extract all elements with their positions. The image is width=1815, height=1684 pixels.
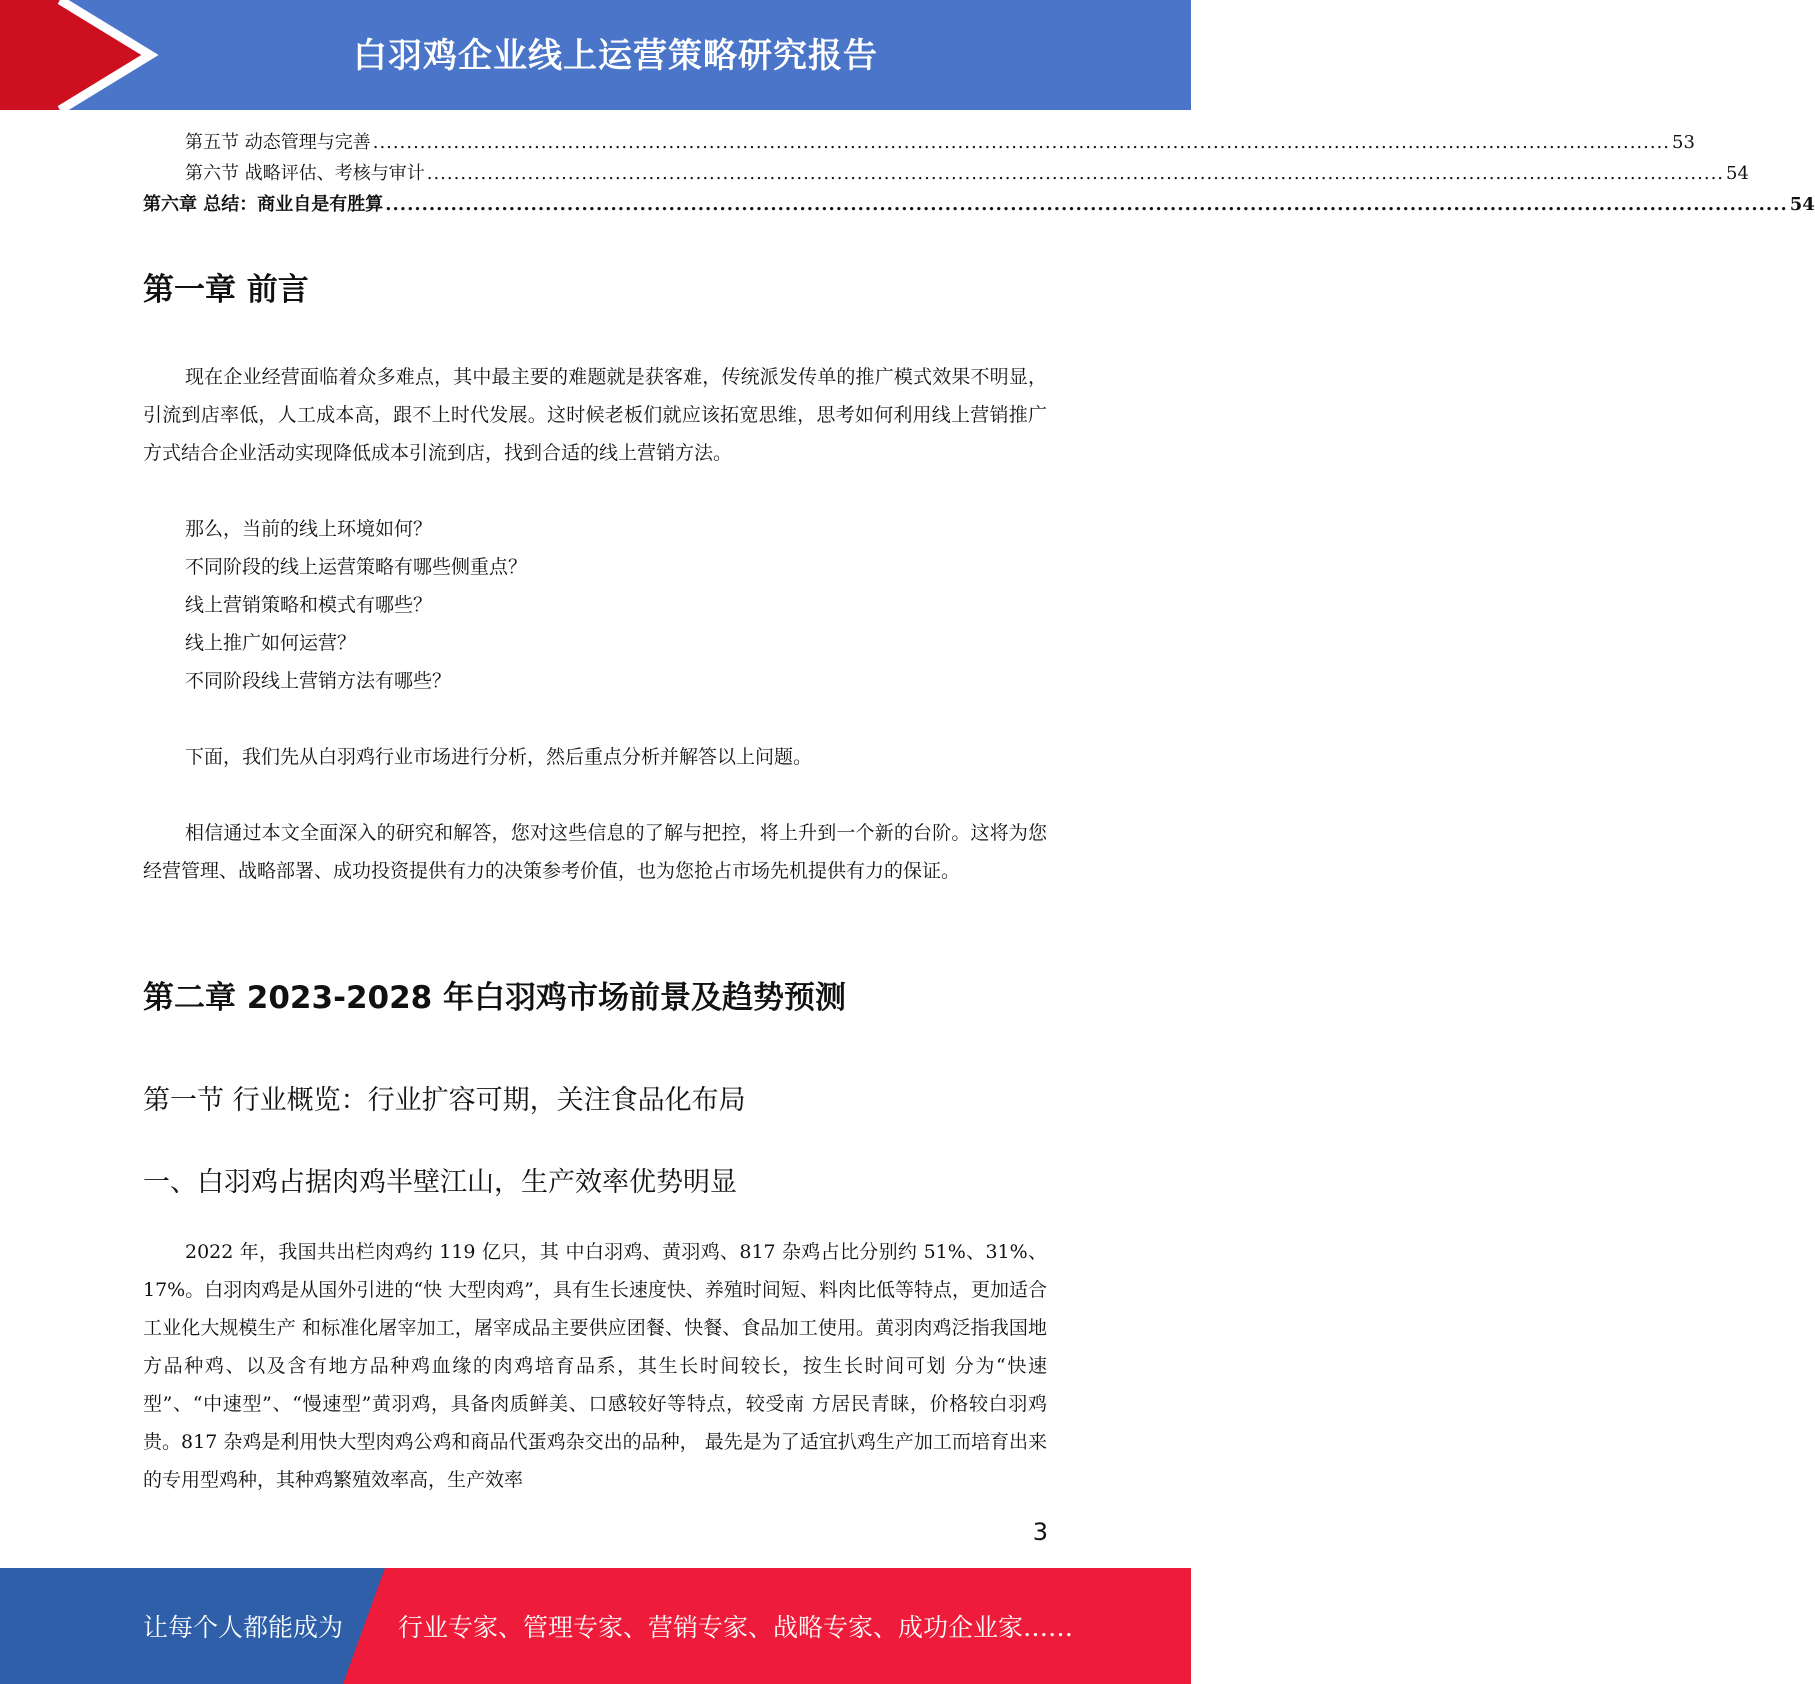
table-of-contents — [143, 128, 1815, 221]
question-item: 线上推广如何运营？ — [185, 632, 357, 654]
footer-slogan-right: 行业专家、管理专家、营销专家、战略专家、成功企业家…… — [398, 1613, 1074, 1642]
subsection-1-heading: 一、白羽鸡占据肉鸡半壁江山，生产效率优势明显 — [143, 1167, 737, 1198]
chapter-1-heading: 第一章 前言 — [143, 272, 309, 308]
toc-entry-page: 54 — [1789, 194, 1815, 215]
toc-leader-dots: ................................................................................................................................................................................................. — [385, 194, 1788, 215]
question-item: 那么，当前的线上环境如何？ — [185, 518, 433, 540]
toc-leader-dots: ................................................................................................................................................................................................. — [426, 163, 1725, 184]
question-item: 不同阶段线上营销方法有哪些？ — [185, 670, 452, 692]
toc-entry[interactable] — [143, 128, 1695, 159]
question-list — [185, 510, 527, 700]
toc-entry-label: 第五节 动态管理与完善 — [185, 132, 371, 153]
chapter-2-heading: 第二章 2023-2028 年白羽鸡市场前景及趋势预测 — [143, 980, 847, 1016]
chapter-1-paragraph-3: 相信通过本文全面深入的研究和解答，您对这些信息的了解与把控，将上升到一个新的台阶。这将为您经营管理、战略部署、成功投资提供有力的决策参考价值，也为您抢占市场先机提供有力的保证。 — [143, 822, 1047, 882]
toc-entry-label: 第六章 总结：商业自是有胜算 — [143, 194, 384, 215]
report-title: 白羽鸡企业线上运营策略研究报告 — [353, 36, 878, 76]
toc-entry-label: 第六节 战略评估、考核与审计 — [185, 163, 425, 184]
toc-entry-page: 53 — [1672, 132, 1695, 153]
toc-entry[interactable] — [143, 159, 1749, 190]
footer-slogan-left: 让每个人都能成为 — [143, 1613, 344, 1642]
toc-entry[interactable] — [143, 190, 1815, 221]
page-number: 3 — [1032, 1518, 1048, 1546]
chapter-1-paragraph-2: 下面，我们先从白羽鸡行业市场进行分析，然后重点分析并解答以上问题。 — [185, 746, 813, 768]
toc-entry-page: 54 — [1726, 163, 1749, 184]
question-item: 不同阶段的线上运营策略有哪些侧重点？ — [185, 556, 528, 578]
question-item: 线上营销策略和模式有哪些？ — [185, 594, 433, 616]
page-footer — [0, 1568, 1191, 1684]
section-1-heading: 第一节 行业概览：行业扩容可期，关注食品化布局 — [143, 1085, 746, 1116]
chapter-2-paragraph-1: 2022 年，我国共出栏肉鸡约 119 亿只，其 中白羽鸡、黄羽鸡、817 杂鸡占比分别约 51%、31%、17%。白羽肉鸡是从国外引进的“快 大型肉鸡”，具有生长速度快、养殖时间短、料肉比低等特点，更加适合工业化大规模生产 和标准化屠宰加工，屠宰成品主要供应团餐、快餐、食品加工使用。黄羽肉鸡泛指我国地 方品种鸡、以及含有地方品种鸡血缘的肉鸡培育品系，其生长时间较长，按生长时间可划 分为“快速型”、“中速型”、“慢速型”黄羽鸡，具备肉质鲜美、口感较好等特点，较受南 方居民青睐，价格较白羽鸡贵。817 杂鸡是利用快大型肉鸡公鸡和商品代蛋鸡杂交出的品种， 最先是为了适宜扒鸡生产加工而培育出来的专用型鸡种，其种鸡繁殖效率高，生产效率 — [143, 1241, 1047, 1491]
chapter-1-paragraph-1: 现在企业经营面临着众多难点，其中最主要的难题就是获客难，传统派发传单的推广模式效果不明显，引流到店率低，人工成本高，跟不上时代发展。这时候老板们就应该拓宽思维，思考如何利用线上营销推广方式结合企业活动实现降低成本引流到店，找到合适的线上营销方法。 — [143, 366, 1047, 464]
toc-leader-dots: ................................................................................................................................................................................................. — [372, 132, 1671, 153]
page-header — [0, 0, 1191, 110]
